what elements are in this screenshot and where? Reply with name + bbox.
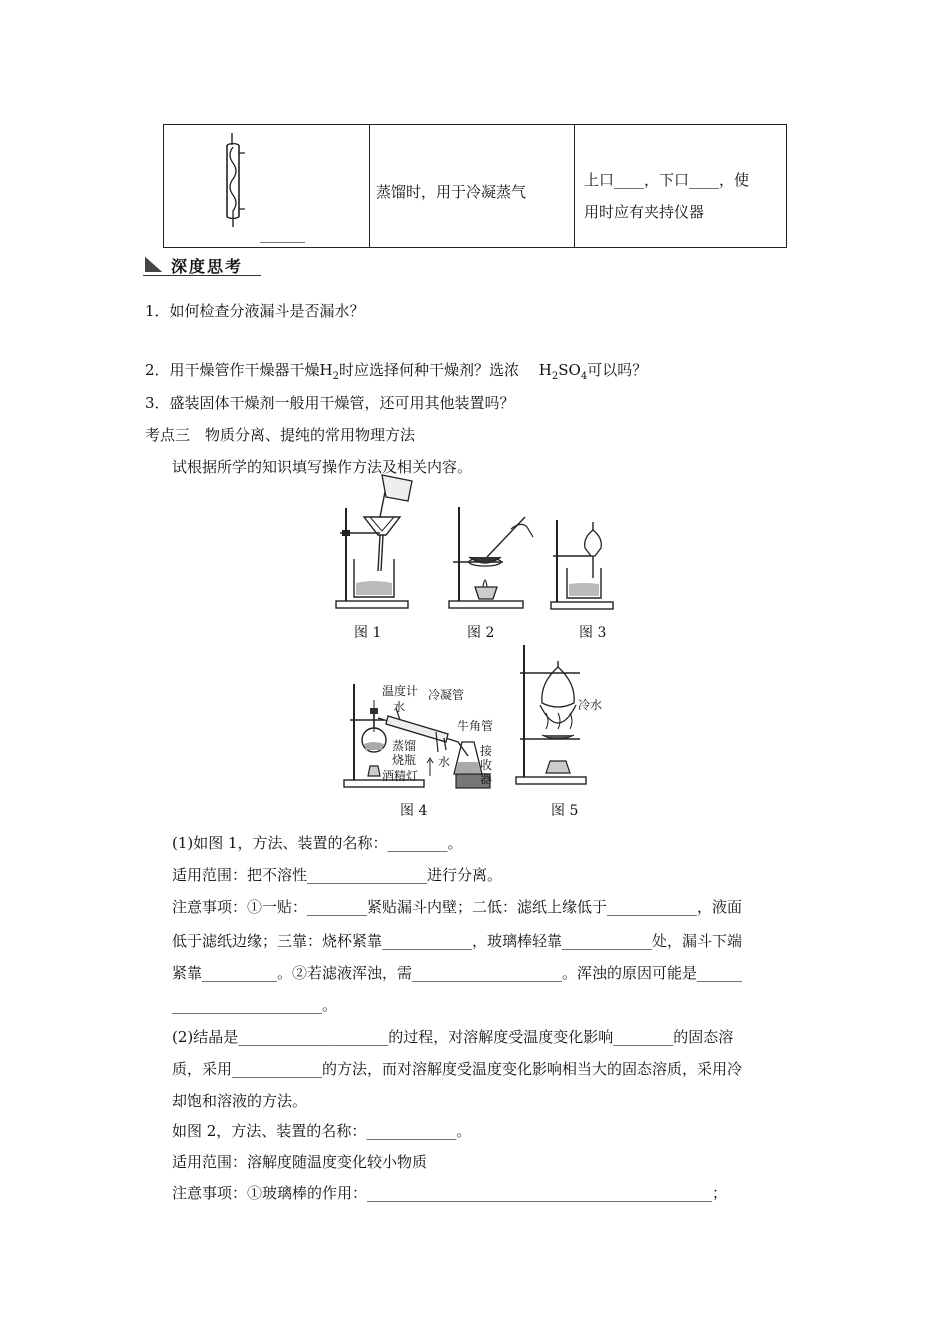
figure-1-filtration [328,473,428,613]
figure-1-caption: 图 1 [354,625,382,641]
heading-underline [143,275,261,276]
figure-2-evaporation [441,507,541,613]
label-flask-1: 蒸馏 [392,739,417,753]
label-condenser: 冷凝管 [428,688,465,702]
paragraph-10: 如图 2，方法、装置的名称：____________。 [172,1122,472,1140]
figure-4-caption: 图 4 [400,803,428,819]
label-water-out: 水 [438,755,451,769]
figure-3-caption: 图 3 [579,625,607,641]
paragraph-12: 注意事项：①玻璃棒的作用：______________________________________________； [172,1184,728,1202]
use-cell: 蒸馏时，用于冷凝蒸气 [376,183,527,201]
note-cell-line1: 上口____，下口____，使 [584,171,750,189]
paragraph-1: (1)如图 1，方法、装置的名称：________。 [172,834,463,852]
figure-4-distillation [340,680,500,792]
topic-title: 考点三 物质分离、提纯的常用物理方法 [145,426,416,444]
label-thermometer: 温度计 [382,684,419,698]
image-blank: ______ [260,225,305,243]
figure-2-caption: 图 2 [467,625,495,641]
label-receiver-2: 收 [480,758,493,772]
paragraph-8: 质，采用____________的方法，而对溶解度受温度变化影响相当大的固态溶质，采用冷 [172,1060,743,1078]
figure-5-caption: 图 5 [551,803,579,819]
label-flask-2: 烧瓶 [392,753,417,767]
figure-3-separation [549,516,639,612]
paragraph-3: 注意事项：①一贴：________紧贴漏斗内壁；二低：滤纸上缘低于____________，液面 [172,898,743,916]
label-water-in: 水 [393,700,406,714]
question-2: 2．用干燥管作干燥器干燥$H_2$时应选择何种干燥剂？选浓 $H_2SO_4$可以吗？ [145,361,648,382]
figure-5-sublimation [514,643,594,788]
paragraph-7: (2)结晶是____________________的过程，对溶解度受温度变化影响________的固态溶 [172,1028,734,1046]
note-cell-line2: 用时应有夹持仪器 [584,203,705,221]
paragraph-2: 适用范围：把不溶性________________进行分离。 [172,866,503,884]
section-title: 深度思考 [171,257,244,276]
label-lamp: 酒精灯 [382,769,419,783]
section-heading [143,252,261,274]
paragraph-11: 适用范围：溶解度随温度变化较小物质 [172,1153,428,1171]
label-receiver-1: 接 [480,744,493,758]
corner-triangle-icon [143,254,165,274]
question-3: 3．盛装固体干燥剂一般用干燥管，还可用其他装置吗？ [145,394,515,412]
instrument-table [163,124,787,248]
table-divider [369,125,370,247]
condenser-tube-image [214,131,254,229]
label-adapter: 牛角管 [457,719,494,733]
question-1: 1．如何检查分液漏斗是否漏水？ [145,302,365,320]
paragraph-4: 低于滤纸边缘；三靠：烧杯紧靠____________，玻璃棒轻靠____________处，漏斗下端 [172,932,743,950]
paragraph-6: ____________________。 [172,996,338,1014]
topic-intro: 试根据所学的知识填写操作方法及相关内容。 [172,458,473,476]
paragraph-5: 紧靠__________。②若滤液浑浊，需____________________。浑浊的原因可能是______ [172,964,743,982]
table-divider [574,125,575,247]
paragraph-9: 却饱和溶液的方法。 [172,1092,308,1110]
label-receiver-3: 器 [480,772,493,786]
label-cold-water: 冷水 [578,698,603,712]
